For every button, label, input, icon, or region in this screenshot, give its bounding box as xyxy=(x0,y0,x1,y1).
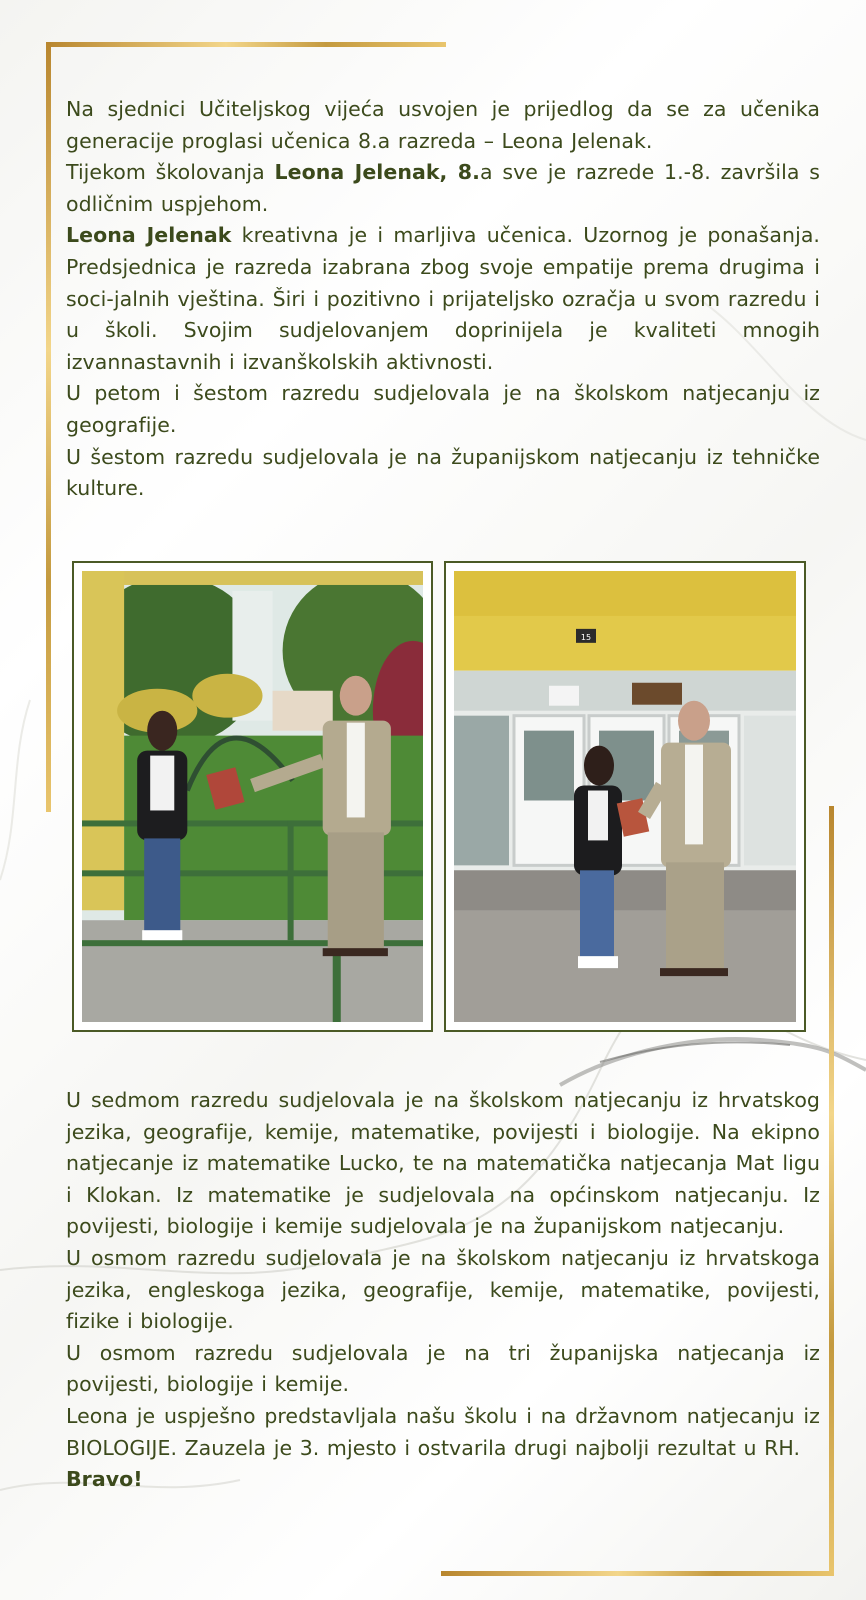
article-paragraph xyxy=(66,1464,820,1496)
paragraph-text: U osmom razredu sudjelovala je na tri županijska natjecanja iz povijesti, biologije i kemije. xyxy=(66,1340,820,1397)
award-photo-garden xyxy=(82,571,423,1022)
article-paragraph xyxy=(66,220,820,378)
paragraph-text: U petom i šestom razredu sudjelovala je na školskom natjecanju iz geografije. xyxy=(66,381,820,437)
photo-frame-left xyxy=(72,561,433,1032)
paragraph-text: Na sjednici Učiteljskog vijeća usvojen je prijedlog da se za učenika generacije proglasi učenica 8.a razreda – Leona Jelenak. xyxy=(66,97,820,153)
article-paragraph xyxy=(66,1401,820,1464)
bold-text: Leona Jelenak, 8. xyxy=(274,160,480,185)
paragraph-text: kreativna je i marljiva učenica. Uzornog je ponašanja. Predsjednica je razreda izabrana zbog svoje empatije prema drugima i soci-jalnih vještina. Širi i pozitivno i prijateljsko ozračja u svom razredu i u školi. Svojim sudjelovanjem doprinijela je kvaliteti mnogih izvannastavnih i izvanškolskih aktivnosti. xyxy=(66,223,820,374)
paragraph-text: a sve je razrede 1.-8. završila s odličnim uspjehom. xyxy=(66,160,821,216)
paragraph-text: U šestom razredu sudjelovala je na županijskom natjecanju iz tehničke kulture. xyxy=(66,444,820,501)
gold-frame-bottom xyxy=(441,1571,834,1576)
article-paragraph xyxy=(66,378,820,441)
article-text-top xyxy=(66,94,820,505)
article-paragraph xyxy=(66,157,820,220)
photo-frame-right xyxy=(444,561,806,1032)
gold-frame-left xyxy=(46,42,51,812)
article-paragraph xyxy=(66,442,820,505)
article-paragraph xyxy=(66,1338,820,1401)
gold-frame-right xyxy=(829,806,834,1576)
article-paragraph xyxy=(66,1243,820,1338)
bold-text: Leona Jelenak xyxy=(66,223,232,248)
article-paragraph xyxy=(66,1085,820,1243)
article-text-bottom xyxy=(66,1085,820,1496)
gold-frame-top xyxy=(46,42,446,47)
door-number-label: 15 xyxy=(580,632,592,642)
paragraph-text: Leona je uspješno predstavljala našu školu i na državnom natjecanju iz BIOLOGIJE. Zauzela je 3. mjesto i ostvarila drugi najbolji rezultat u RH. xyxy=(66,1403,820,1460)
award-photo-school-entrance xyxy=(454,571,796,1022)
bold-text: Bravo! xyxy=(66,1467,143,1492)
article-paragraph xyxy=(66,94,820,157)
paragraph-text: U sedmom razredu sudjelovala je na školskom natjecanju iz hrvatskog jezika, geografije, kemije, matematike, povijesti i biologije. Na ekipno natjecanje iz matematike Lucko, te na matematička natjecanja Mat ligu i Klokan. Iz matematike je sudjelovala na općinskom natjecanju. Iz povijesti, biologije i kemije sudjelovala je na županijskom natjecanju. xyxy=(66,1088,820,1239)
paragraph-text: U osmom razredu sudjelovala je na školskom natjecanju iz hrvatskoga jezika, engleskoga jezika, geografije, kemije, matematike, povijesti, fizike i biologije. xyxy=(66,1245,820,1334)
paragraph-text: Tijekom školovanja xyxy=(66,160,275,185)
